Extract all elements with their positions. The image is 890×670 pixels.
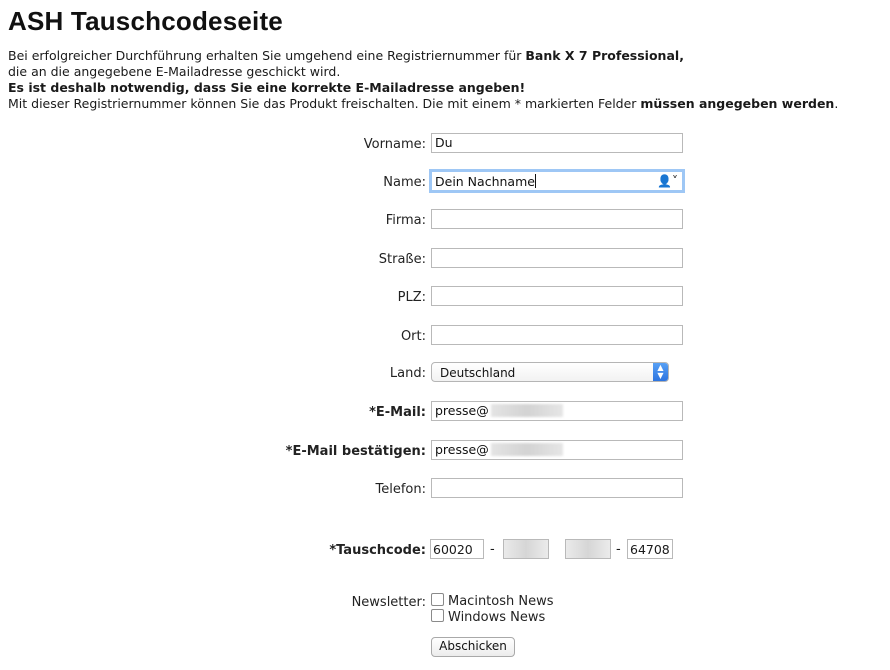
plz-label: PLZ: bbox=[397, 290, 426, 305]
intro-line-4: Mit dieser Registriernummer können Sie das Produkt freischalten. Die mit einem * markierten Felder bbox=[8, 96, 641, 111]
row-tauschcode bbox=[0, 539, 890, 563]
tauschcode-separator: - bbox=[490, 542, 495, 557]
email-input[interactable] bbox=[431, 401, 683, 421]
telefon-input[interactable] bbox=[431, 478, 683, 498]
redacted-email bbox=[491, 404, 563, 417]
email-confirm-label: *E-Mail bestätigen: bbox=[285, 444, 426, 459]
submit-button[interactable]: Abschicken bbox=[431, 637, 515, 657]
tauschcode-part1-input[interactable]: 60020 bbox=[430, 539, 484, 559]
windows-news-label: Windows News bbox=[448, 610, 546, 625]
email-input-value: presse@ bbox=[435, 403, 489, 418]
name-input[interactable] bbox=[431, 171, 683, 191]
text-caret bbox=[535, 174, 536, 188]
row-land bbox=[0, 362, 890, 386]
intro-period: . bbox=[834, 96, 839, 111]
row-strasse bbox=[0, 248, 890, 272]
product-name: Bank X 7 Professional bbox=[525, 48, 680, 63]
tauschcode-separator: - bbox=[616, 542, 621, 557]
strasse-input[interactable] bbox=[431, 248, 683, 268]
page-title: ASH Tauschcodeseite bbox=[8, 6, 283, 36]
row-plz bbox=[0, 286, 890, 310]
row-email bbox=[0, 401, 890, 425]
firma-input[interactable] bbox=[431, 209, 683, 229]
intro-warning: Es ist deshalb notwendig, dass Sie eine korrekte E-Mailadresse angeben! bbox=[8, 80, 526, 95]
row-ort bbox=[0, 325, 890, 349]
plz-input[interactable] bbox=[431, 286, 683, 306]
row-vorname bbox=[0, 133, 890, 157]
intro-required-note: müssen angegeben werden bbox=[640, 96, 835, 111]
name-label: Name: bbox=[383, 175, 426, 190]
firma-label: Firma: bbox=[385, 213, 426, 228]
newsletter-option-windows[interactable] bbox=[431, 609, 545, 625]
tauschcode-part4-input[interactable]: 64708 bbox=[627, 539, 673, 559]
intro-text bbox=[8, 48, 888, 112]
windows-news-checkbox[interactable] bbox=[431, 609, 444, 622]
strasse-label: Straße: bbox=[378, 252, 426, 267]
vorname-input[interactable]: Du bbox=[431, 133, 683, 153]
email-confirm-input-value: presse@ bbox=[435, 442, 489, 457]
land-select-value: Deutschland bbox=[440, 366, 516, 380]
redacted-email bbox=[491, 443, 563, 456]
contact-autofill-icon[interactable]: 👤˅ bbox=[657, 174, 678, 188]
intro-comma: , bbox=[679, 48, 684, 63]
land-label: Land: bbox=[389, 366, 426, 381]
vorname-label: Vorname: bbox=[363, 137, 426, 152]
newsletter-option-macintosh[interactable] bbox=[431, 593, 554, 609]
macintosh-news-label: Macintosh News bbox=[448, 594, 554, 609]
tauschcode-part3-input[interactable] bbox=[565, 539, 611, 559]
macintosh-news-checkbox[interactable] bbox=[431, 593, 444, 606]
row-email-confirm bbox=[0, 440, 890, 464]
ort-input[interactable] bbox=[431, 325, 683, 345]
intro-line-1: Bei erfolgreicher Durchführung erhalten Sie umgehend eine Registriernummer für bbox=[8, 48, 526, 63]
intro-line-2: die an die angegebene E-Mailadresse geschickt wird. bbox=[8, 64, 341, 79]
tauschcode-part2-input[interactable] bbox=[503, 539, 549, 559]
email-confirm-input[interactable] bbox=[431, 440, 683, 460]
row-telefon bbox=[0, 478, 890, 502]
name-input-value: Dein Nachname bbox=[435, 174, 535, 189]
telefon-label: Telefon: bbox=[375, 482, 426, 497]
land-select[interactable] bbox=[431, 362, 669, 382]
newsletter-label: Newsletter: bbox=[351, 595, 426, 610]
ort-label: Ort: bbox=[400, 329, 426, 344]
row-name bbox=[0, 171, 890, 195]
email-label: *E-Mail: bbox=[369, 405, 426, 420]
tauschcode-label: *Tauschcode: bbox=[329, 543, 426, 558]
row-firma bbox=[0, 209, 890, 233]
select-arrows-icon: ▲ ▼ bbox=[653, 363, 668, 381]
